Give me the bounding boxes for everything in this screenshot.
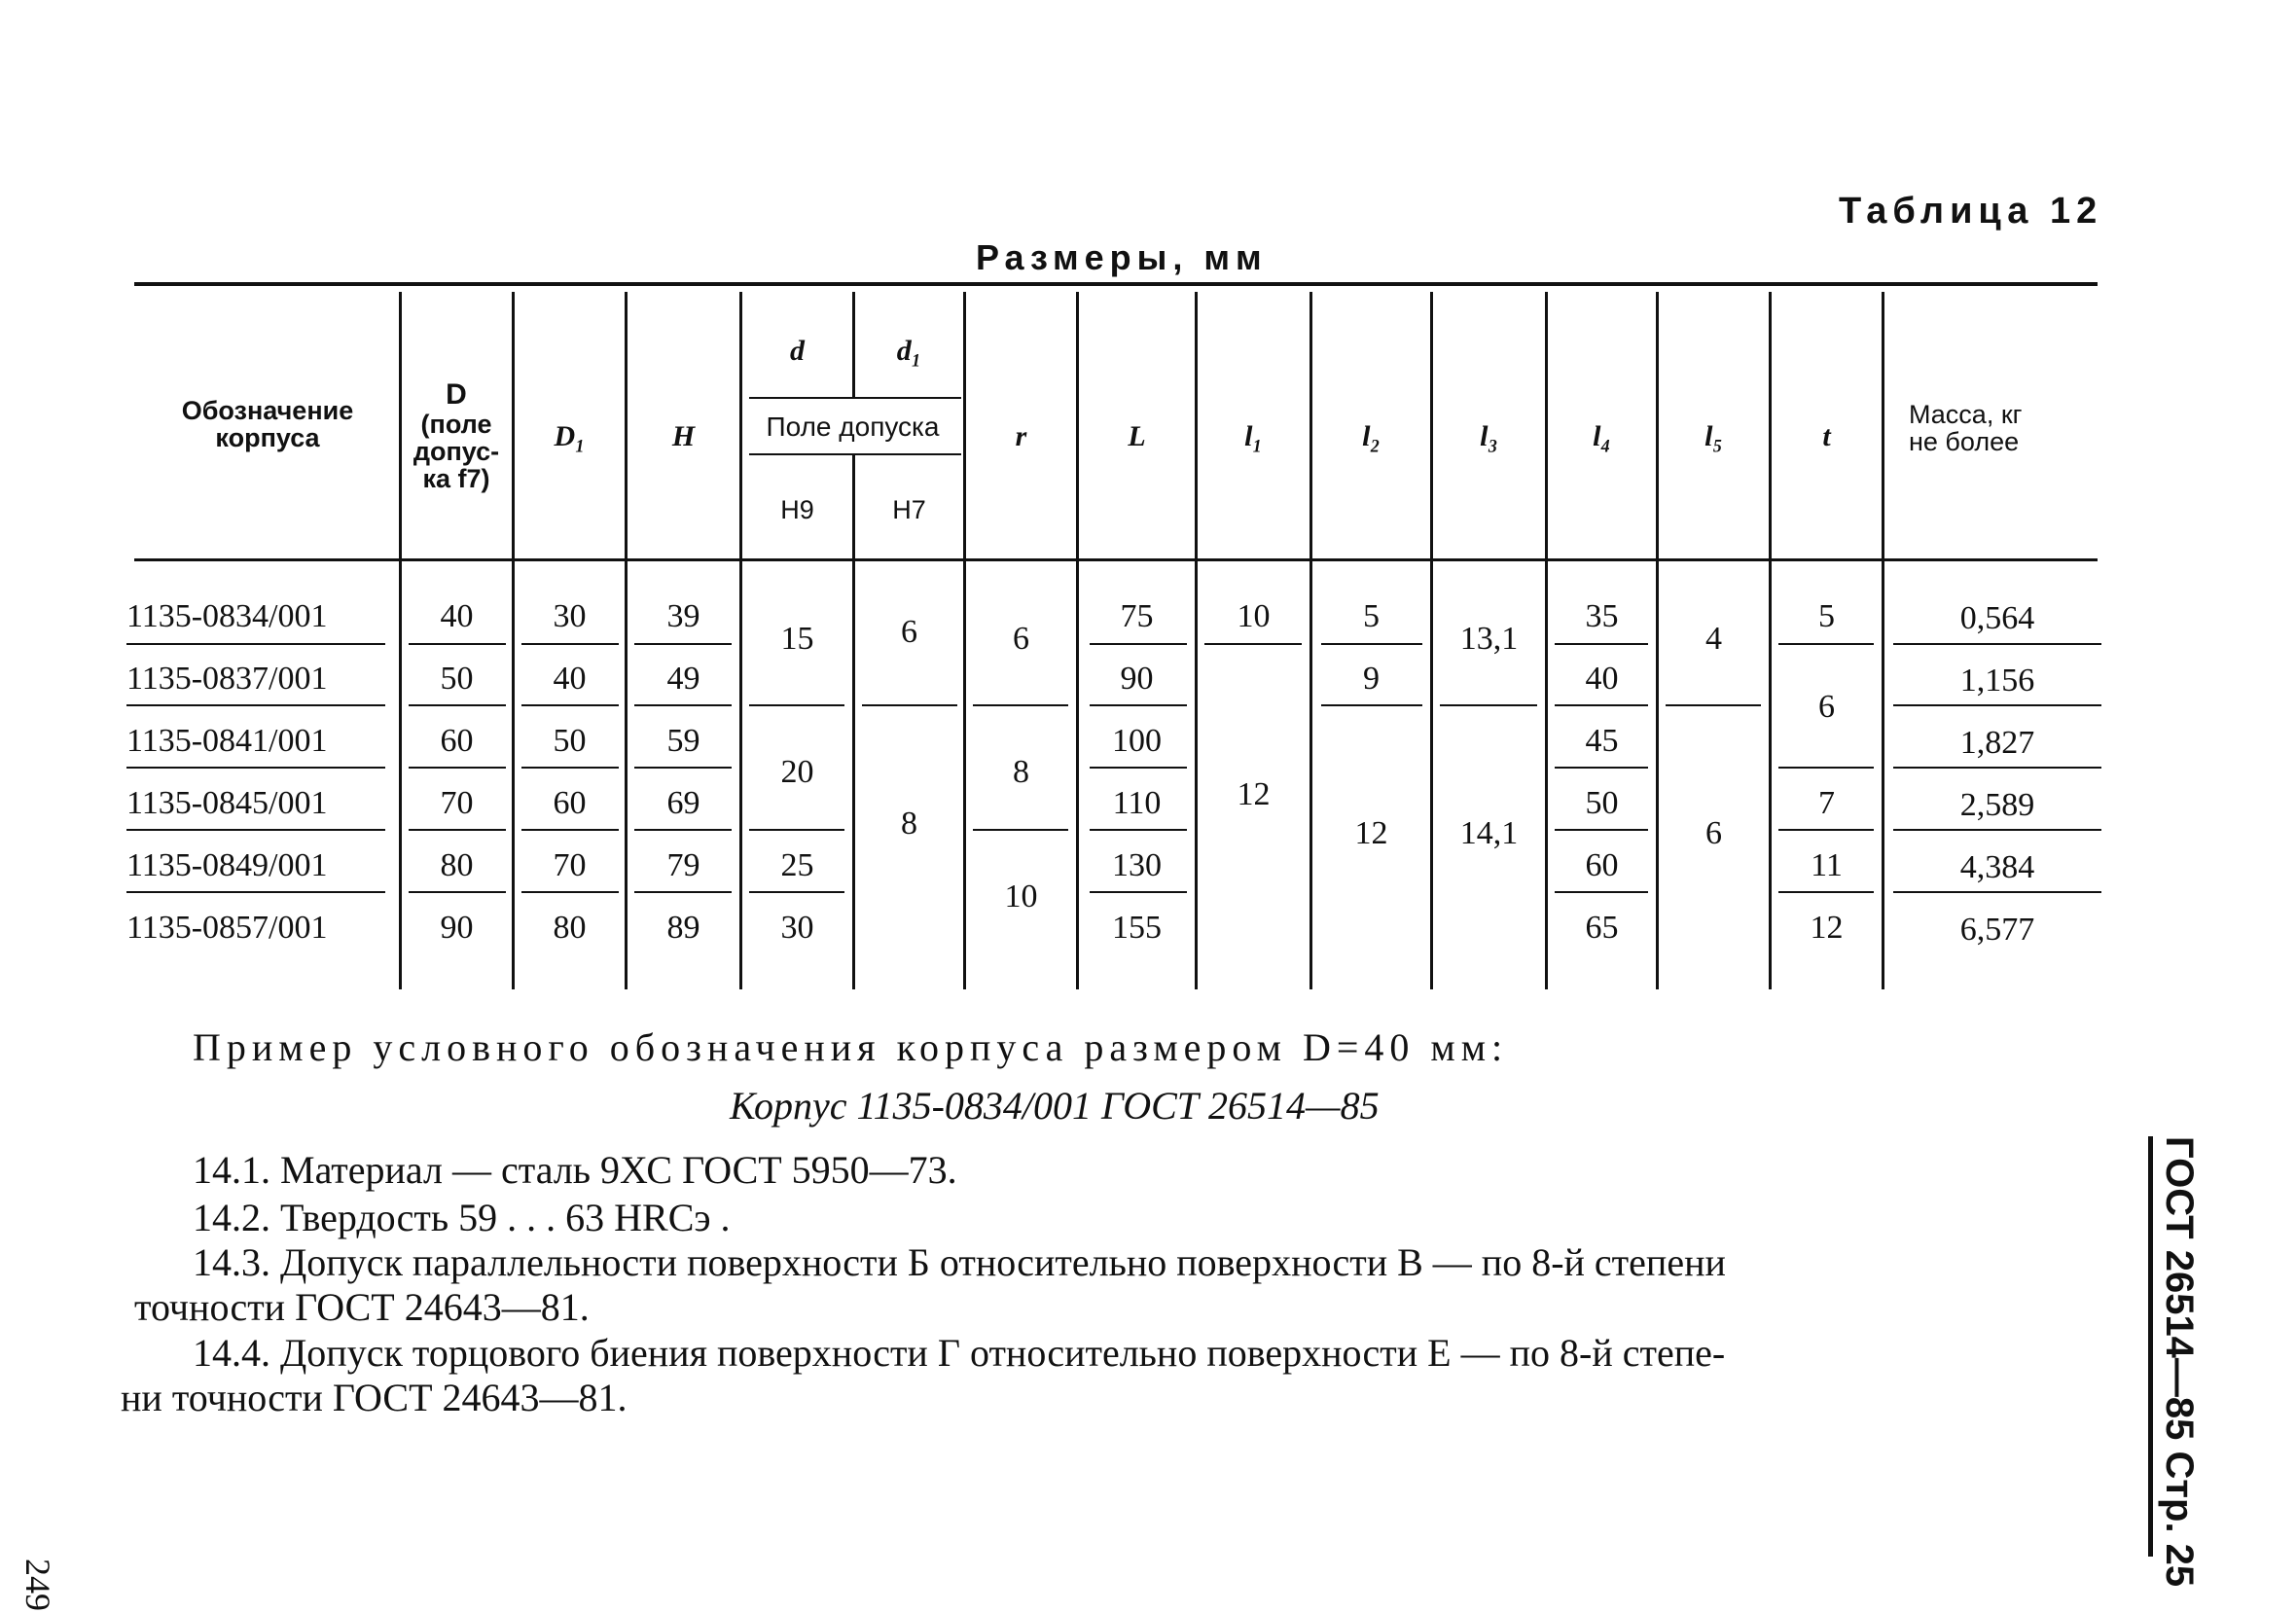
header-l1: l₁ [1244,420,1263,452]
cell-l1: 12 [1237,776,1271,812]
cell-t: 6 [1818,689,1835,725]
cell-L: 155 [1112,910,1162,946]
cell-l3: 13,1 [1459,621,1519,657]
cell-d: 25 [780,847,814,883]
row-designation: 1135-0837/001 [126,661,328,697]
example-title: Пример условного обозначения корпуса размером D=40 мм: [193,1025,1509,1069]
cell-L: 75 [1120,598,1154,634]
cell-H: 79 [666,847,700,883]
cell-d: 20 [780,754,814,790]
header-l2: l₂ [1362,420,1381,452]
paragraph-14-2: 14.2. Твердость 59 . . . 63 HRCэ . [193,1196,731,1239]
header-designation: Обозначение корпуса [181,396,354,453]
page-number: 249 [18,1559,57,1611]
cell-l4: 35 [1585,598,1619,634]
cell-mass: 6,577 [1959,912,2035,948]
cell-d1: 6 [901,614,917,650]
header-H9: H9 [780,495,814,524]
header-l3: l₃ [1480,420,1498,452]
cell-D: 60 [440,723,474,759]
header-l4: l₄ [1593,420,1611,452]
side-rule [2148,1136,2153,1557]
table-caption: Таблица 12 [1839,191,2103,232]
cell-mass: 2,589 [1959,787,2035,823]
header-H: H [671,420,696,452]
cell-t: 12 [1810,910,1844,946]
cell-r: 10 [1004,878,1038,914]
cell-d: 15 [780,621,814,657]
cell-L: 110 [1112,785,1162,821]
cell-l4: 65 [1585,910,1619,946]
header-L: L [1128,420,1146,452]
paragraph-14-4-cont: ни точности ГОСТ 24643—81. [121,1376,628,1419]
example-designation: Корпус 1135-0834/001 ГОСТ 26514—85 [730,1084,1380,1128]
cell-t: 7 [1818,785,1835,821]
cell-L: 100 [1112,723,1162,759]
cell-H: 69 [666,785,700,821]
units-caption: Размеры, мм [976,237,1268,277]
header-d: d [790,335,805,367]
cell-l2: 9 [1363,661,1380,697]
cell-d: 30 [780,910,814,946]
cell-l1: 10 [1237,598,1271,634]
cell-l4: 60 [1585,847,1619,883]
cell-D1: 30 [553,598,587,634]
paragraph-14-4: 14.4. Допуск торцового биения поверхности Г относительно поверхности Е — по 8-й степе- [193,1331,1726,1375]
row-designation: 1135-0845/001 [126,785,328,821]
cell-H: 89 [666,910,700,946]
cell-mass: 0,564 [1959,600,2035,636]
row-designation: 1135-0834/001 [126,598,328,634]
header-D: D (поле допус- ка f7) [413,378,500,494]
cell-l3: 14,1 [1459,815,1519,851]
cell-l4: 50 [1585,785,1619,821]
row-designation: 1135-0849/001 [126,847,328,883]
cell-H: 59 [666,723,700,759]
cell-D: 70 [440,785,474,821]
header-tolerance: Поле допуска [766,412,940,442]
header-mass: Масса, кг не более [1909,400,2023,457]
cell-mass: 1,827 [1959,725,2035,761]
cell-l2: 5 [1363,598,1380,634]
cell-r: 6 [1013,621,1029,657]
paragraph-14-3: 14.3. Допуск параллельности поверхности Б относительно поверхности В — по 8-й степени [193,1240,1726,1284]
header-D1: D₁ [554,420,586,452]
row-designation: 1135-0857/001 [126,910,328,946]
header-l5: l₅ [1704,420,1723,452]
cell-D: 40 [440,598,474,634]
cell-l2: 12 [1354,815,1388,851]
header-H7: H7 [892,495,926,524]
cell-L: 130 [1112,847,1162,883]
cell-l4: 45 [1585,723,1619,759]
cell-D: 50 [440,661,474,697]
cell-H: 39 [666,598,700,634]
cell-mass: 4,384 [1959,849,2035,885]
cell-l5: 6 [1705,815,1722,851]
cell-D1: 50 [553,723,587,759]
side-document-label: ГОСТ 26514—85 Стр. 25 [2158,1136,2201,1588]
cell-D: 80 [440,847,474,883]
paragraph-14-3-cont: точности ГОСТ 24643—81. [134,1285,590,1329]
cell-mass: 1,156 [1959,663,2035,699]
cell-t: 11 [1811,847,1843,883]
paragraph-14-1: 14.1. Материал — сталь 9ХС ГОСТ 5950—73. [193,1148,957,1192]
header-t: t [1822,420,1831,452]
cell-D1: 70 [553,847,587,883]
header-r: r [1015,420,1027,452]
cell-D1: 60 [553,785,587,821]
row-designation: 1135-0841/001 [126,723,328,759]
cell-r: 8 [1013,754,1029,790]
cell-l4: 40 [1585,661,1619,697]
cell-t: 5 [1818,598,1835,634]
header-d1: d₁ [896,335,922,367]
cell-H: 49 [666,661,700,697]
cell-D1: 80 [553,910,587,946]
cell-D: 90 [440,910,474,946]
cell-L: 90 [1120,661,1154,697]
cell-l5: 4 [1705,621,1722,657]
cell-d1: 8 [901,806,917,842]
cell-D1: 40 [553,661,587,697]
